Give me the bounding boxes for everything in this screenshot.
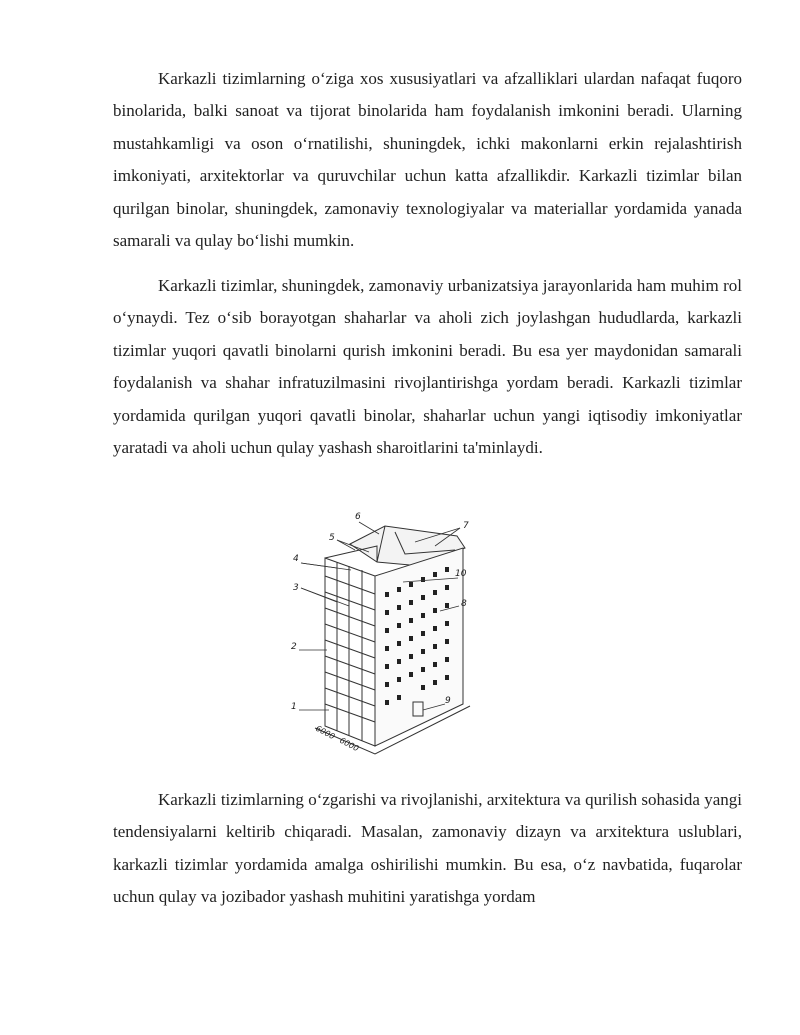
dimension-label-1: 6000 [314,723,337,742]
callout-10: 10 [455,569,467,579]
callout-4: 4 [293,554,299,564]
paragraph-1: Karkazli tizimlarning o‘ziga xos xususiyatlari va afzalliklari ulardan nafaqat fuqoro binolarida, balki sanoat va tijorat binolarida ham foydalanish imkonini beradi. Ularning mustahkamligi va oson o‘rnatilishi, shuningdek, ichki makonlarni erkin rejalashtirish imkoniyati, arxitektorlar va quruvchilar uchun katta afzallikdir. Karkazli tizimlar bilan qurilgan binolar, shuningdek, zamonaviy texnologiyalar va materiallar yordamida yanada samarali va qulay bo‘lishi mumkin. [113,69,742,251]
building-frame-figure [285,506,485,760]
callout-1: 1 [291,702,297,712]
callout-8: 8 [461,599,467,609]
callout-5: 5 [329,533,335,543]
dimension-label-2: 6000 [338,735,361,754]
callout-3: 3 [293,583,299,593]
callout-7: 7 [463,521,469,531]
callout-6: 6 [355,512,361,522]
paragraph-2: Karkazli tizimlar, shuningdek, zamonaviy urbanizatsiya jarayonlarida ham muhim rol o‘ynaydi. Tez o‘sib borayotgan shaharlar va aholi zich joylashgan hududlarda, karkazli tizimlar yuqori qavatli binolarni qurish imkonini beradi. Bu esa yer maydonidan samarali foydalanish va shahar infratuzilmasini rivojlantirishga yordam beradi. Karkazli tizimlar yordamida qurilgan yuqori qavatli binolar, shaharlar uchun yangi iqtisodiy imkoniyatlar yaratadi va aholi uchun qulay yashash sharoitlarini ta'minlaydi. [113,276,742,458]
callout-9: 9 [445,696,451,706]
callout-2: 2 [291,642,297,652]
paragraph-3: Karkazli tizimlarning o‘zgarishi va rivojlanishi, arxitektura va qurilish sohasida yangi tendensiyalarni keltirib chiqaradi. Masalan, zamonaviy dizayn va arxitektura uslublari, karkazli tizimlar yordamida amalga oshirilishi mumkin. Bu esa, o‘z navbatida, fuqarolar uchun qulay va jozibador yashash muhitini yaratishga yordam [113,790,742,907]
